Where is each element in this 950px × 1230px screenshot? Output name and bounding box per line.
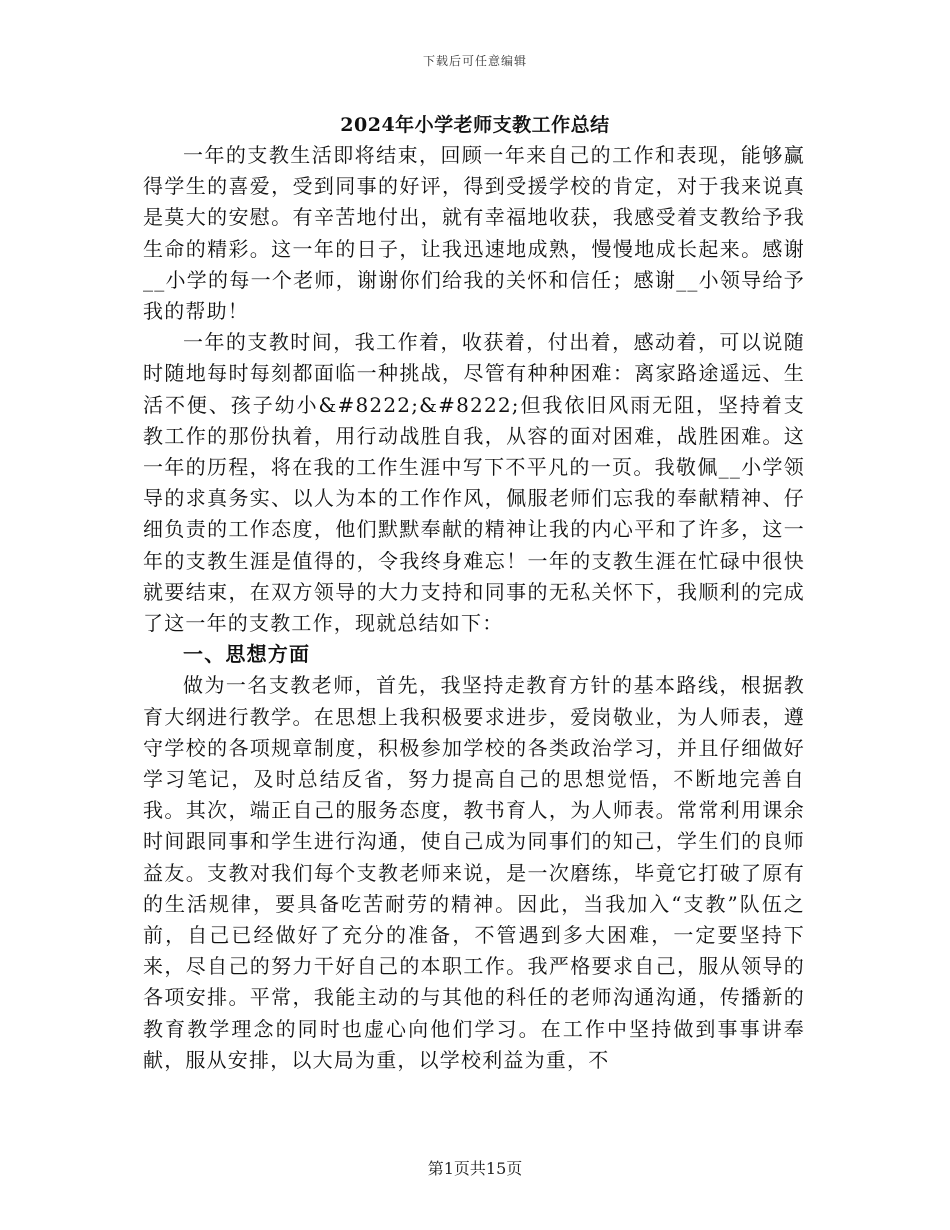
section-paragraph-thought: 做为一名支教老师，首先，我坚持走教育方针的基本路线，根据教育大纲进行教学。在思想上我积极要求进步，爱岗敬业，为人师表，遵守学校的各项规章制度，积极参加学校的各类政治学习，并且仔细做好学习笔记，及时总结反省，努力提高自己的思想觉悟，不断地完善自我。其次，端正自己的服务态度，教书育人，为人师表。常常利用课余时间跟同事和学生进行沟通，使自己成为同事们的知己，学生们的良师益友。支教对我们每个支教老师来说，是一次磨练，毕竟它打破了原有的生活规律，要具备吃苦耐劳的精神。因此，当我加入“支教”队伍之前，自己已经做好了充分的准备，不管遇到多大困难，一定要坚持下来，尽自己的努力干好自己的本职工作。我严格要求自己，服从领导的各项安排。平常，我能主动的与其他的科任的老师沟通沟通，传播新的教育教学理念的同时也虚心向他们学习。在工作中坚持做到事事讲奉献，服从安排，以大局为重，以学校利益为重，不 <box>143 673 805 1072</box>
document-title: 2024年小学老师支教工作总结 <box>340 114 610 136</box>
section-heading-thought: 一、思想方面 <box>183 642 311 667</box>
page-header-note: 下载后可任意编辑 <box>422 54 527 68</box>
summary-paragraph: 一年的支教时间，我工作着，收获着，付出着，感动着，可以说随时随地每时每刻都面临一种挑战，尽管有种种困难：离家路途遥远、生活不便、孩子幼小&#8222;&#8222;但我依旧风雨无阻，坚持着支教工作的那份执着，用行动战胜自我，从容的面对困难，战胜困难。这一年的历程，将在我的工作生涯中写下不平凡的一页。我敬佩__小学领导的求真务实、以人为本的工作作风，佩服老师们忘我的奉献精神、仔细负责的工作态度，他们默默奉献的精神让我的内心平和了许多，这一年的支教生涯是值得的，令我终身难忘！一年的支教生涯在忙碌中很快就要结束，在双方领导的大力支持和同事的无私关怀下，我顺利的完成了这一年的支教工作，现就总结如下： <box>143 330 805 636</box>
page-number: 第1页共15页 <box>427 1159 523 1178</box>
document-body <box>143 140 805 1076</box>
intro-paragraph: 一年的支教生活即将结束，回顾一年来自己的工作和表现，能够赢得学生的喜爱，受到同事的好评，得到受援学校的肯定，对于我来说真是莫大的安慰。有辛苦地付出，就有幸福地收获，我感受着支教给予我生命的精彩。这一年的日子，让我迅速地成熟，慢慢地成长起来。感谢__小学的每一个老师，谢谢你们给我的关怀和信任；感谢__小领导给予我的帮助！ <box>143 143 805 324</box>
